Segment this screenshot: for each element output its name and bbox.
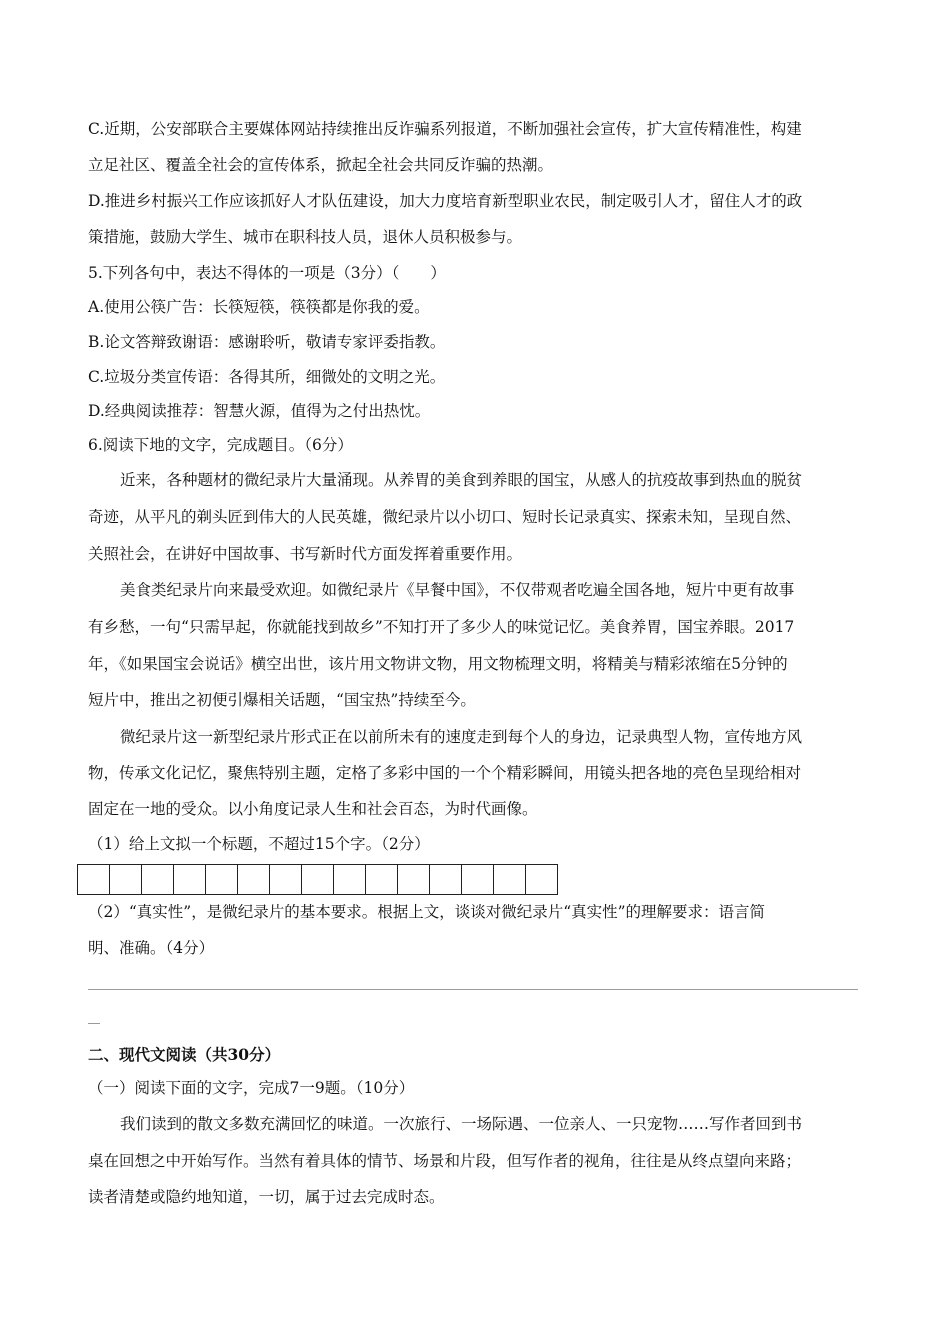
passage-p3-line-1: 微纪录片这一新型纪录片形式正在以前所未有的速度走到每个人的身边，记录典型人物，宣传地方风 xyxy=(120,728,803,746)
answer-line[interactable] xyxy=(88,989,858,990)
passage-p1-line-1: 近来，各种题材的微纪录片大量涌现。从养胃的美食到养眼的国宝，从感人的抗疫故事到热血的脱贫 xyxy=(120,471,803,489)
question-5-option-d: D.经典阅读推荐：智慧火源，值得为之付出热忱。 xyxy=(88,402,431,420)
subquestion-2-line-2: 明、准确。（4分） xyxy=(88,939,215,957)
question-6-stem: 6.阅读下地的文字，完成题目。（6分） xyxy=(88,436,353,454)
answer-cell[interactable] xyxy=(430,864,462,895)
answer-line-tail xyxy=(88,1023,100,1024)
essay-p1-line-1: 我们读到的散文多数充满回忆的味道。一次旅行、一场际遇、一位亲人、一只宠物……写作者回到书 xyxy=(120,1115,803,1133)
subquestion-1: （1）给上文拟一个标题，不超过15个字。（2分） xyxy=(88,835,430,853)
answer-cell[interactable] xyxy=(366,864,398,895)
answer-cell[interactable] xyxy=(270,864,302,895)
answer-cell[interactable] xyxy=(142,864,174,895)
answer-cell[interactable] xyxy=(462,864,494,895)
passage-p3-line-3: 固定在一地的受众。以小角度记录人生和社会百态，为时代画像。 xyxy=(88,800,538,818)
option-c-line-2: 立足社区、覆盖全社会的宣传体系，掀起全社会共同反诈骗的热潮。 xyxy=(88,156,554,174)
subquestion-2-line-1: （2）“真实性”，是微纪录片的基本要求。根据上文，谈谈对微纪录片“真实性”的理解要求：语言简 xyxy=(88,903,766,921)
answer-cell[interactable] xyxy=(302,864,334,895)
option-c-line-1: C.近期，公安部联合主要媒体网站持续推出反诈骗系列报道，不断加强社会宣传，扩大宣传精准性，构建 xyxy=(88,120,802,138)
option-d-line-2: 策措施，鼓励大学生、城市在职科技人员，退休人员积极参与。 xyxy=(88,228,523,246)
answer-cell[interactable] xyxy=(494,864,526,895)
answer-cell[interactable] xyxy=(526,864,558,895)
passage-p1-line-3: 关照社会，在讲好中国故事、书写新时代方面发挥着重要作用。 xyxy=(88,545,523,563)
question-5-option-c: C.垃圾分类宣传语：各得其所，细微处的文明之光。 xyxy=(88,368,446,386)
question-5-option-b: B.论文答辩致谢语：感谢聆听，敬请专家评委指教。 xyxy=(88,333,446,351)
passage-p2-line-4: 短片中，推出之初便引爆相关话题，“国宝热”持续至今。 xyxy=(88,691,476,709)
answer-cell[interactable] xyxy=(238,864,270,895)
essay-p1-line-3: 读者清楚或隐约地知道，一切，属于过去完成时态。 xyxy=(88,1188,445,1206)
answer-cell[interactable] xyxy=(398,864,430,895)
question-5-option-a: A.使用公筷广告：长筷短筷，筷筷都是你我的爱。 xyxy=(88,298,430,316)
passage-p2-line-3: 年，《如果国宝会说话》横空出世，该片用文物讲文物，用文物梳理文明，将精美与精彩浓缩在5分钟的 xyxy=(88,655,788,673)
answer-cell[interactable] xyxy=(206,864,238,895)
essay-p1-line-2: 桌在回想之中开始写作。当然有着具体的情节、场景和片段，但写作者的视角，往往是从终点望向来路； xyxy=(88,1152,802,1170)
option-d-line-1: D.推进乡村振兴工作应该抓好人才队伍建设，加大力度培育新型职业农民，制定吸引人才，留住人才的政 xyxy=(88,192,803,210)
section-2-part-1-instruction: （一）阅读下面的文字，完成7一9题。（10分） xyxy=(88,1079,415,1097)
passage-p2-line-2: 有乡愁，一句“只需早起，你就能找到故乡”不知打开了多少人的味觉记忆。美食养胃，国宝养眼。2017 xyxy=(88,618,795,636)
passage-p3-line-2: 物，传承文化记忆，聚焦特别主题，定格了多彩中国的一个个精彩瞬间，用镜头把各地的亮色呈现给相对 xyxy=(88,764,802,782)
question-5-stem: 5.下列各句中，表达不得体的一项是（3分）（ ） xyxy=(88,264,446,282)
answer-cell[interactable] xyxy=(110,864,142,895)
passage-p2-line-1: 美食类纪录片向来最受欢迎。如微纪录片《早餐中国》，不仅带观者吃遍全国各地，短片中更有故事 xyxy=(120,581,795,599)
answer-cell[interactable] xyxy=(174,864,206,895)
passage-p1-line-2: 奇迹，从平凡的剃头匠到伟大的人民英雄，微纪录片以小切口、短时长记录真实、探索未知，呈现自然、 xyxy=(88,508,802,526)
section-2-heading: 二、现代文阅读（共30分） xyxy=(88,1045,281,1064)
answer-cell[interactable] xyxy=(78,864,110,895)
title-answer-grid[interactable] xyxy=(77,864,558,895)
answer-cell[interactable] xyxy=(334,864,366,895)
